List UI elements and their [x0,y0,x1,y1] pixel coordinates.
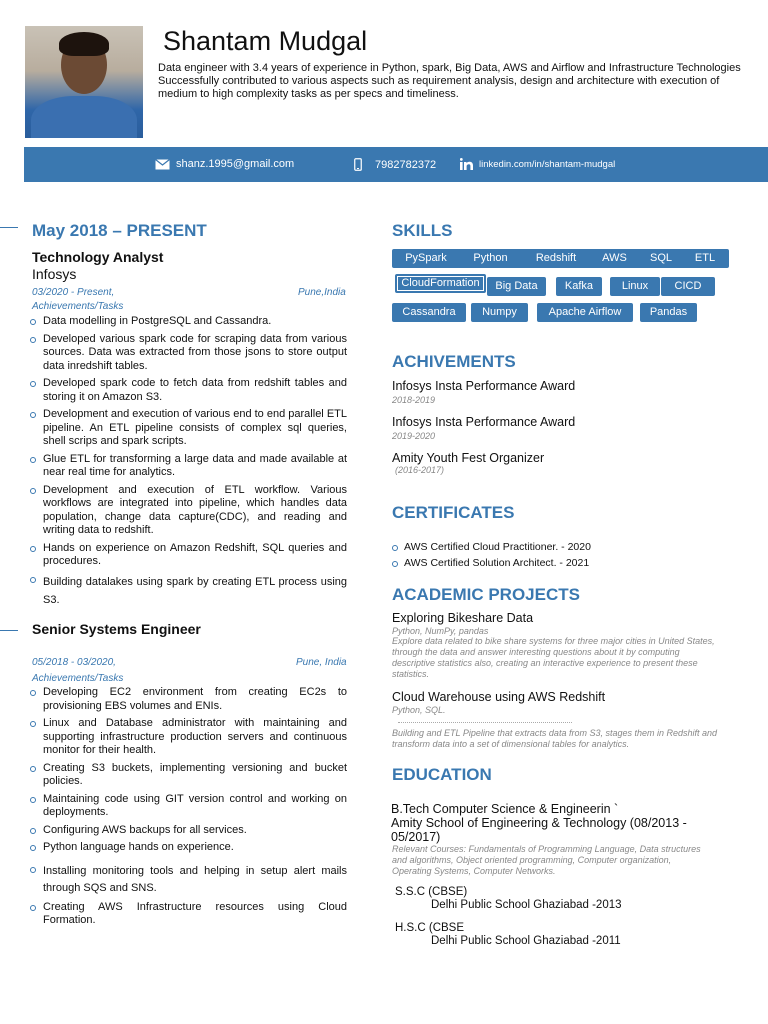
skill-chip: Apache Airflow [537,303,633,322]
hsc-school: Delhi Public School Ghaziabad -2011 [431,935,621,947]
profile-photo [25,26,143,138]
achievements-heading: ACHIVEMENTS [392,352,516,371]
list-item: Development and execution of various end to end parallel ETL pipeline. An ETL pipeline consists of complex sql queries, shell scrips and spark scripts. [32,408,347,449]
skills-heading: SKILLS [392,221,453,240]
email-text: shanz.1995@gmail.com [176,158,295,170]
skill-chip: Linux [610,277,660,296]
job1-title: Technology Analyst [32,249,164,265]
achievement-date: 2018-2019 [392,395,436,405]
project-title: Exploring Bikeshare Data [392,611,534,625]
phone-contact[interactable] [354,158,436,171]
list-item: AWS Certified Solution Architect. - 2021 [392,557,752,569]
email-contact[interactable] [155,158,294,170]
job2-location: Pune, India [296,657,347,668]
job2-title: Senior Systems Engineer [32,621,201,637]
job1-dates: 03/2020 - Present, [32,287,115,298]
ssc-school: Delhi Public School Ghaziabad -2013 [431,899,622,911]
degree-title: B.Tech Computer Science & Engineerin ` [391,802,619,816]
list-item: Creating AWS Infrastructure resources using Cloud Formation. [32,901,347,928]
skill-chip: AWS [587,249,642,268]
project-description: Building and ETL Pipeline that extracts data from S3, stages them in Redshift and transform data into a set of dimensional tables for analytics. [392,728,718,749]
list-item: Creating S3 buckets, implementing versioning and bucket policies. [32,762,347,789]
projects-heading: ACADEMIC PROJECTS [392,585,580,604]
education-heading: EDUCATION [392,765,492,784]
section-marker [0,630,18,631]
achievement-date: (2016-2017) [395,465,445,475]
list-item: Development and execution of ETL workflow. Various workflows are integrated into pipeline, which handles data population, change data capture(CDC), and reading and writing data to redshift. [32,484,347,538]
job2-tasks-label: Achievements/Tasks [32,673,124,684]
skill-chip: ETL [681,249,729,268]
skill-chip: CICD [661,277,715,296]
list-item: Glue ETL for transforming a large data and made available at near real time for analytics. [32,453,347,480]
list-item: Developed spark code to fetch data from redshift tables and storing it on Amazon S3. [32,377,347,404]
list-item: Linux and Database administrator with maintaining and supporting infrastructure production servers and continuous monitor for their health. [32,717,347,758]
achievement-date: 2019-2020 [392,431,436,441]
hsc-label: H.S.C (CBSE [395,922,465,934]
linkedin-icon [460,158,473,170]
achievement-title: Infosys Insta Performance Award [392,415,576,429]
skill-chip: SQL [635,249,687,268]
list-item: Hands on experience on Amazon Redshift, SQL queries and procedures. [32,542,347,569]
project-tech: Python, SQL. [392,705,446,715]
job1-bullets [32,315,347,613]
job1-location: Pune,India [298,287,346,298]
job1-company: Infosys [32,266,77,282]
job1-tasks-label: Achievements/Tasks [32,301,124,312]
certificates-heading: CERTIFICATES [392,503,515,522]
list-item: Python language hands on experience. [32,841,347,855]
list-item: Developed various spark code for scraping data from various sources. Data was extracted from those jsons to store output data inredshift tables. [32,333,347,374]
skill-chip: Pandas [640,303,697,322]
job2-dates: 05/2018 - 03/2020, [32,657,116,668]
achievement-title: Infosys Insta Performance Award [392,379,576,393]
skill-chip: Numpy [471,303,528,322]
list-item: AWS Certified Cloud Practitioner. - 2020 [392,541,752,553]
phone-icon [354,158,362,171]
summary-text: Data engineer with 3.4 years of experience in Python, spark, Big Data, AWS and Airflow and Infrastructure Technologies Successfully contributed to various aspects such as requirement analysis, design and architecture with execution of medium to high complexity tasks as per specs and timeliness. [158,62,741,100]
phone-text: 7982782372 [375,158,437,171]
project-title: Cloud Warehouse using AWS Redshift [392,690,606,704]
list-item: Developing EC2 environment from creating EC2s to provisioning EBS volumes and ENIs. [32,686,347,713]
experience-period: May 2018 – PRESENT [32,221,207,240]
certificates-list [392,541,752,573]
list-item: Configuring AWS backups for all services. [32,824,347,838]
candidate-name: Shantam Mudgal [163,26,368,56]
envelope-icon [155,159,170,170]
project-tech: Python, NumPy, pandas [392,626,489,636]
section-marker [0,227,18,228]
skill-chip: Big Data [487,277,546,296]
relevant-courses: Relevant Courses: Fundamentals of Programming Language, Data structures and algorithms, Object oriented programming, Computer organization, Operating Systems, Computer Networks. [392,844,701,876]
contact-bar [24,147,768,182]
skill-chip: PySpark [392,249,460,268]
job2-bullets [32,686,347,932]
list-item: Building datalakes using spark by creating ETL process using S3. [32,573,347,609]
linkedin-contact[interactable] [460,158,615,170]
divider [398,722,572,723]
skill-chip: Kafka [556,277,602,296]
skill-chip: Python [457,249,524,268]
project-description: Explore data related to bike share systems for three major cities in United States, through the data and answer interesting questions about it by computing descriptive statistics also, creating an interactive experience to present these statistics. [392,636,715,679]
list-item: Data modelling in PostgreSQL and Cassandra. [32,315,347,329]
achievement-title: Amity Youth Fest Organizer [392,451,545,465]
skill-chip: Redshift [519,249,593,268]
skill-chip: Cassandra [392,303,466,322]
list-item: Installing monitoring tools and helping in setup alert mails through SQS and SNS. [32,863,347,897]
college-name: Amity School of Engineering & Technology (08/2013 - 05/2017) [391,816,687,844]
list-item: Maintaining code using GIT version control and working on deployments. [32,793,347,820]
ssc-label: S.S.C (CBSE) [395,886,468,898]
linkedin-text: linkedin.com/in/shantam-mudgal [479,158,616,170]
skill-chip: CloudFormation [395,274,486,293]
